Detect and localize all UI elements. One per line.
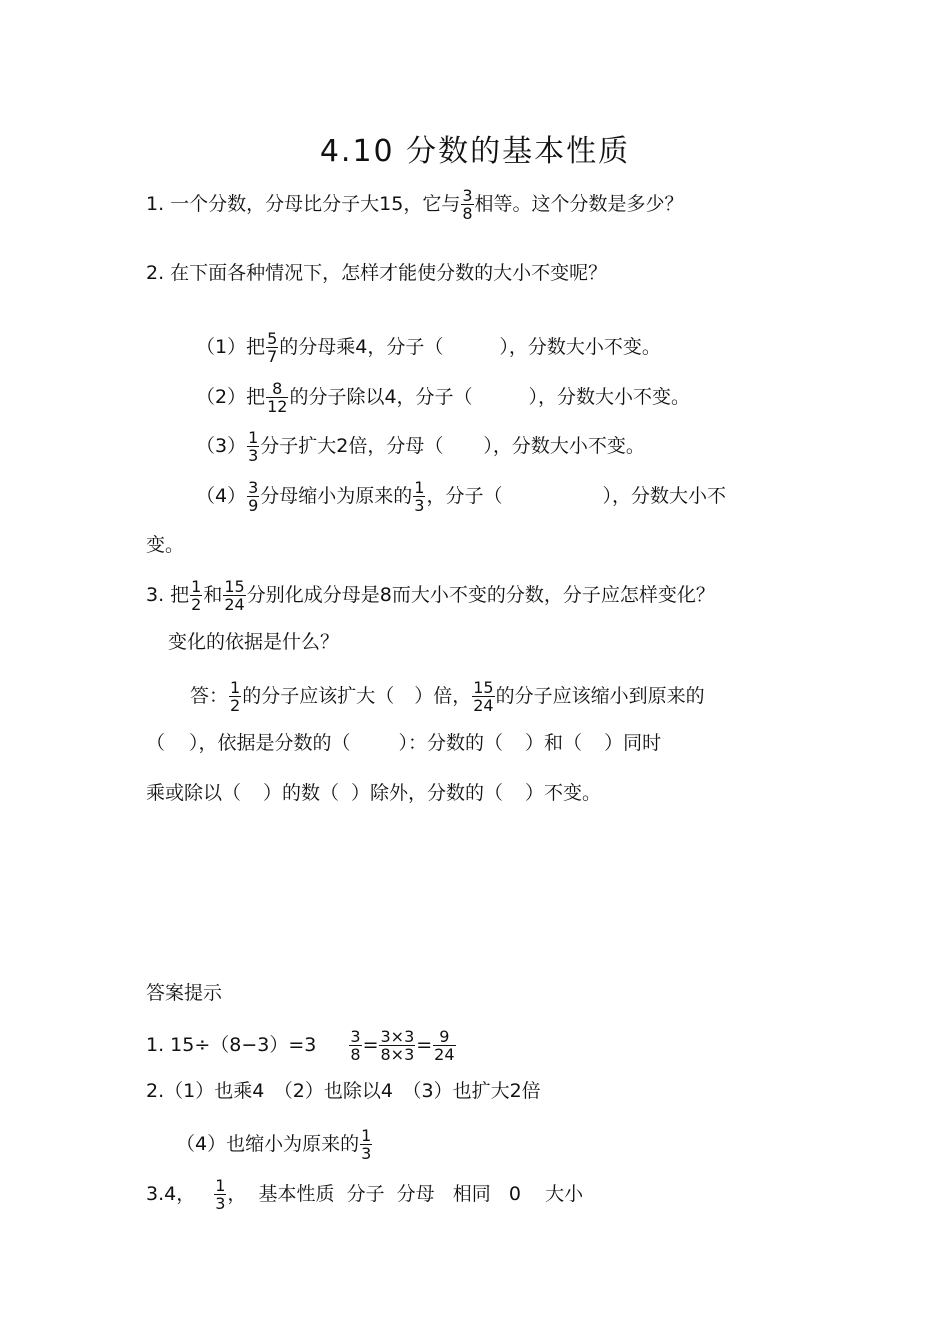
question-2-part-2: （2）把 $\frac{8}{12}$ 的分子除以4，分子（ ），分数大小不变。 [196, 379, 691, 416]
question-2-part-1: （1）把 $\frac{5}{7}$ 的分母乘4，分子（ ），分数大小不变。 [196, 329, 661, 366]
question-3-answer-line-2: （ ），依据是分数的（ ）：分数的（ ）和（ ）同时 [146, 732, 662, 754]
fraction-8-12: $\frac{8}{12}$ [267, 379, 288, 416]
q1-text-pre: 1. 一个分数，分母比分子大15，它与 [146, 193, 461, 215]
fraction-1-3: $\frac{1}{3}$ [215, 1176, 226, 1213]
fraction-1-3: $\frac{1}{3}$ [248, 428, 259, 465]
question-2-part-4: （4） $\frac{3}{9}$ 分母缩小为原来的 $\frac{1}{3}$ ，分子（ ），分数大小不 [196, 478, 727, 515]
question-3-answer-line-3: 乘或除以（ ）的数（ ）除外，分数的（ ）不变。 [146, 782, 602, 804]
question-2-part-3: （3） $\frac{1}{3}$ 分子扩大2倍，分母（ ），分数大小不变。 [196, 428, 645, 465]
question-2-part-4-wrap: 变。 [146, 534, 185, 556]
question-2-stem: 2. 在下面各种情况下，怎样才能使分数的大小不变呢？ [146, 262, 608, 284]
fraction-15-24: $\frac{15}{24}$ [224, 577, 245, 614]
fraction-15-24: $\frac{15}{24}$ [473, 678, 494, 715]
question-3-line-2: 变化的依据是什么？ [168, 631, 340, 653]
answer-3: 3.4， $\frac{1}{3}$ ， 基本性质 分子 分母 相同 0 大小 [146, 1176, 584, 1213]
question-3-stem: 3. 把 $\frac{1}{2}$ 和 $\frac{15}{24}$ 分别化成分母是8而大小不变的分数，分子应怎样变化？ [146, 577, 715, 614]
fraction-1-3: $\frac{1}{3}$ [414, 478, 425, 515]
answer-2-line-2: （4）也缩小为原来的 $\frac{1}{3}$ [176, 1126, 372, 1163]
question-1 [146, 187, 684, 222]
page-title: 4.10 分数的基本性质 [319, 134, 631, 169]
fraction-9-24: $\frac{9}{24}$ [434, 1027, 455, 1064]
fraction-3x3-8x3: $\frac{3\times 3}{8\times 3}$ [380, 1027, 415, 1064]
fraction-3-9: $\frac{3}{9}$ [248, 478, 259, 515]
answer-2-line-1: 2.（1）也乘4 （2）也除以4 （3）也扩大2倍 [146, 1080, 541, 1102]
answer-1: 1. 15÷（8−3）=3 $\frac{3}{8}$ = $\frac{3\times 3}{8\times 3}$ = $\frac{9}{24}$ [146, 1027, 455, 1064]
fraction-1-2: $\frac{1}{2}$ [191, 577, 202, 614]
question-3-answer-line-1: 答： $\frac{1}{2}$ 的分子应该扩大（ ）倍， $\frac{15}{24}$ 的分子应该缩小到原来的 [190, 678, 705, 715]
fraction-3-8: $\frac{3}{8}$ [462, 186, 473, 223]
q1-text-post: 相等。这个分数是多少？ [474, 193, 684, 215]
fraction-1-3: $\frac{1}{3}$ [361, 1126, 372, 1163]
fraction-3-8: $\frac{3}{8}$ [350, 1027, 361, 1064]
fraction-5-7: $\frac{5}{7}$ [267, 329, 278, 366]
fraction-1-2: $\frac{1}{2}$ [230, 678, 241, 715]
answers-heading: 答案提示 [146, 982, 223, 1004]
